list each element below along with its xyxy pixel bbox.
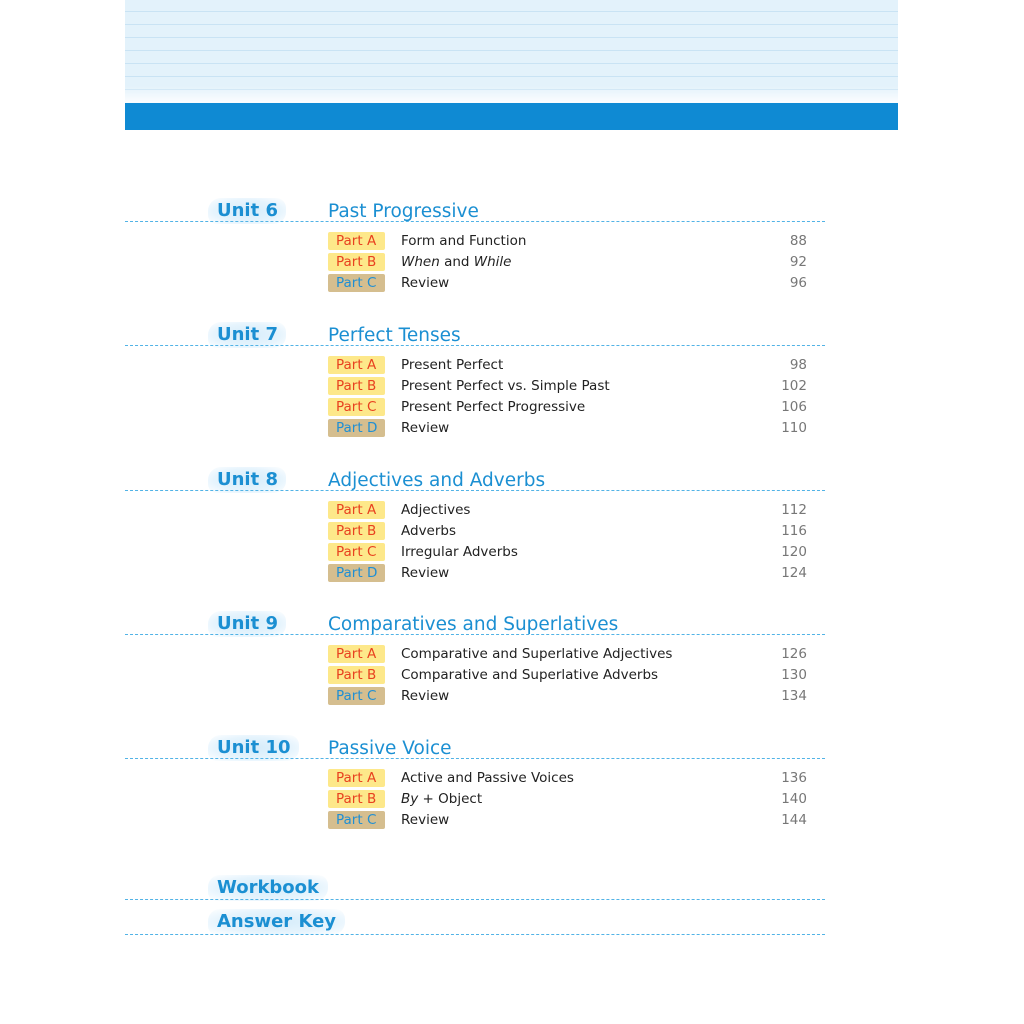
- part-name: Active and Passive Voices: [401, 770, 574, 786]
- page-number: 88: [789, 233, 807, 249]
- dashed-divider: [125, 899, 825, 900]
- part-name-text: + Object: [418, 791, 483, 807]
- dashed-divider: [125, 934, 825, 935]
- unit-title: Past Progressive: [328, 201, 479, 222]
- part-tag: Part C: [328, 274, 385, 292]
- dashed-divider: [125, 345, 825, 346]
- unit-label: Unit 8: [208, 467, 286, 493]
- part-tag: Part A: [328, 501, 385, 519]
- part-name-italic: When: [401, 254, 440, 270]
- part-tag: Part B: [328, 666, 385, 684]
- toc-entry[interactable]: [0, 686, 1024, 707]
- part-name: Review: [401, 275, 450, 291]
- part-tag: Part C: [328, 398, 385, 416]
- page-number: 112: [781, 502, 807, 518]
- part-name: Present Perfect: [401, 357, 504, 373]
- unit-title: Comparatives and Superlatives: [328, 614, 619, 635]
- part-name: Adjectives: [401, 502, 471, 518]
- toc-entry[interactable]: [0, 500, 1024, 521]
- toc-entry[interactable]: [0, 665, 1024, 686]
- part-name: Review: [401, 812, 450, 828]
- toc-entry[interactable]: [0, 521, 1024, 542]
- part-tag: Part B: [328, 790, 385, 808]
- part-name: [401, 252, 511, 273]
- header-fade: [125, 86, 898, 103]
- toc-entry[interactable]: [0, 231, 1024, 252]
- toc-entry[interactable]: [0, 542, 1024, 563]
- unit-title: Adjectives and Adverbs: [328, 470, 546, 491]
- part-name-text: and: [439, 254, 474, 270]
- part-tag: Part D: [328, 419, 385, 437]
- part-tag: Part C: [328, 811, 385, 829]
- unit-label: Unit 6: [208, 198, 286, 224]
- part-name-italic: By: [401, 791, 419, 807]
- unit-label: Unit 7: [208, 322, 286, 348]
- part-tag: Part B: [328, 377, 385, 395]
- toc-entry[interactable]: [0, 810, 1024, 831]
- page-number: 110: [781, 420, 807, 436]
- toc-entry[interactable]: [0, 789, 1024, 810]
- part-tag: Part A: [328, 769, 385, 787]
- page-number: 92: [789, 254, 807, 270]
- part-tag: Part A: [328, 645, 385, 663]
- dashed-divider: [125, 490, 825, 491]
- dashed-divider: [125, 634, 825, 635]
- page-number: 144: [781, 812, 807, 828]
- part-tag: Part A: [328, 356, 385, 374]
- page-number: 98: [789, 357, 807, 373]
- part-name: Review: [401, 565, 450, 581]
- page-number: 116: [781, 523, 807, 539]
- part-name: Form and Function: [401, 233, 527, 249]
- workbook-label[interactable]: Workbook: [208, 875, 328, 901]
- part-name: Present Perfect vs. Simple Past: [401, 378, 610, 394]
- part-name: Review: [401, 420, 450, 436]
- part-name: [401, 789, 482, 810]
- unit-title: Perfect Tenses: [328, 325, 461, 346]
- unit-label: Unit 9: [208, 611, 286, 637]
- page-number: 126: [781, 646, 807, 662]
- part-name: Review: [401, 688, 450, 704]
- toc-entry[interactable]: [0, 563, 1024, 584]
- part-tag: Part B: [328, 253, 385, 271]
- page-number: 136: [781, 770, 807, 786]
- toc-entry[interactable]: [0, 355, 1024, 376]
- unit-title: Passive Voice: [328, 738, 452, 759]
- page-number: 106: [781, 399, 807, 415]
- unit-label: Unit 10: [208, 735, 299, 761]
- part-name: Irregular Adverbs: [401, 544, 518, 560]
- toc-entry[interactable]: [0, 273, 1024, 294]
- part-tag: Part A: [328, 232, 385, 250]
- part-name: Comparative and Superlative Adverbs: [401, 667, 659, 683]
- part-tag: Part C: [328, 687, 385, 705]
- page-number: 102: [781, 378, 807, 394]
- answer-key-label[interactable]: Answer Key: [208, 909, 345, 935]
- header-blue-bar: [125, 103, 898, 130]
- part-name-italic: While: [473, 254, 512, 270]
- toc-entry[interactable]: [0, 252, 1024, 273]
- part-tag: Part C: [328, 543, 385, 561]
- part-name: Comparative and Superlative Adjectives: [401, 646, 673, 662]
- page-number: 96: [789, 275, 807, 291]
- toc-entry[interactable]: [0, 768, 1024, 789]
- dashed-divider: [125, 758, 825, 759]
- page-number: 130: [781, 667, 807, 683]
- part-name: Present Perfect Progressive: [401, 399, 586, 415]
- page-number: 120: [781, 544, 807, 560]
- page-number: 124: [781, 565, 807, 581]
- toc-entry[interactable]: [0, 644, 1024, 665]
- toc-entry[interactable]: [0, 418, 1024, 439]
- part-tag: Part B: [328, 522, 385, 540]
- toc-entry[interactable]: [0, 376, 1024, 397]
- dashed-divider: [125, 221, 825, 222]
- page-number: 140: [781, 791, 807, 807]
- part-tag: Part D: [328, 564, 385, 582]
- toc-entry[interactable]: [0, 397, 1024, 418]
- page-number: 134: [781, 688, 807, 704]
- part-name: Adverbs: [401, 523, 457, 539]
